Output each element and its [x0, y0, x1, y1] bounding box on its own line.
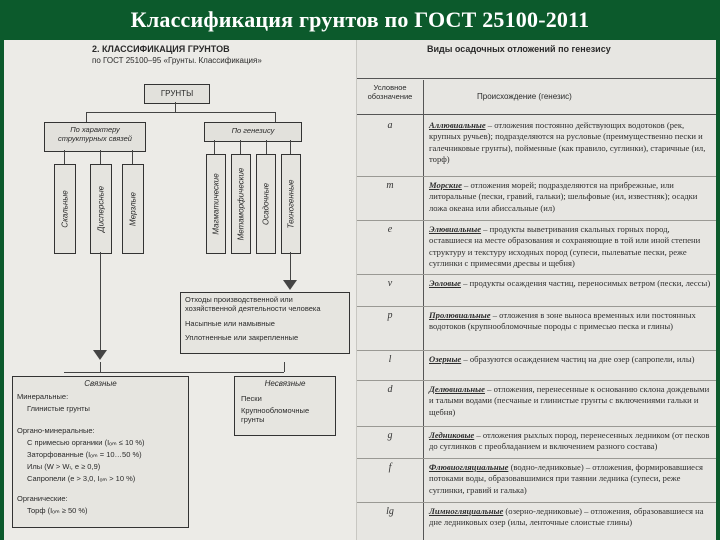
row-name: Флювиогляциальные [429, 462, 509, 472]
cohesive-line: С примесью органики (Iₒₘ ≤ 10 %) [27, 438, 145, 447]
cohesive-line: Минеральные: [17, 392, 69, 401]
slide-title: Классификация грунтов по ГОСТ 25100-2011 [130, 7, 590, 32]
row-code: lg [386, 506, 394, 517]
row-desc [429, 430, 711, 453]
cohesive-line: Сапропели (e > 3,0, Iₒₘ > 10 %) [27, 474, 136, 483]
row-text: – продукты выветривания скальных горных пород, оставшиеся на месте образования и сохраняющие в той или иной степени структуру и текстуру исходных пород (супеси, пылеватые пески, реже суглинки с примесями дресвы и щебня) [429, 224, 701, 269]
connector [64, 372, 284, 373]
arrow-down-icon [93, 350, 107, 360]
class-rock-label: Скальные [60, 190, 70, 228]
connector [64, 150, 65, 164]
row-desc [429, 462, 711, 496]
cohesive-title: Связные [84, 379, 117, 388]
row-divider [357, 176, 716, 177]
row-text: – образуются осаждением частиц на дне озер (сапропели, илы) [461, 354, 695, 364]
row-text: – отложения постоянно действующих водотоков (рек, крупных ручьев); подразделяются на русловые (преимущественно пески и галечниковые грунты), пойменные (как правило, суглинки), старичные (ил, торф) [429, 120, 706, 165]
class-dispersed-label: Дисперсные [96, 185, 106, 233]
row-text: (озерно-ледниковые) – отложения, образовавшиеся на дне ледниковых озер (илы, ленточные слоистые глины) [429, 506, 704, 528]
cohesive-box [12, 376, 189, 528]
row-desc [429, 180, 711, 214]
table-header-rule [357, 78, 716, 79]
row-divider [357, 380, 716, 381]
connector [100, 150, 101, 164]
table-heading: Виды осадочных отложений по генезису [427, 44, 611, 54]
connector [86, 112, 87, 122]
class-frozen-label: Мерзлые [128, 192, 138, 226]
cohesive-line: Илы (W > Wₗ, e ≥ 0,9) [27, 462, 101, 471]
class-technogenic-label: Техногенные [286, 179, 296, 229]
row-name: Ледниковые [429, 430, 475, 440]
branch-genesis-box [204, 122, 302, 142]
row-name: Элювиальные [429, 224, 482, 234]
row-code: m [386, 180, 394, 191]
class-frozen [122, 164, 144, 254]
class-metamorphic [231, 154, 251, 254]
table-header-rule [357, 114, 716, 115]
row-code: g [387, 430, 393, 441]
row-divider [357, 220, 716, 221]
techno-item-1: Отходы производственной или хозяйственной деятельности человека [185, 295, 321, 313]
noncohesive-line: Пески [241, 394, 262, 403]
diagram-heading: 2. КЛАССИФИКАЦИЯ ГРУНТОВ [92, 44, 230, 54]
class-sedimentary-label: Осадочные [261, 182, 271, 226]
noncohesive-title: Несвязные [264, 379, 306, 388]
branch-structure-label: По характеру структурных связей [58, 125, 132, 143]
row-desc [429, 354, 711, 365]
column-divider [423, 80, 424, 540]
row-text: – отложения рыхлых пород, перенесенных ледником (от песков до суглинков с преобладанием и включением разного состава) [429, 430, 710, 452]
row-desc [429, 278, 711, 289]
row-text: – продукты осаждения частиц, переносимых ветром (пески, лессы) [461, 278, 711, 288]
row-code: d [387, 384, 393, 395]
row-text: – отложения, перенесенные к основанию склона дождевыми и талыми водами (песчаные и глинистые грунты с включениями гальки и щебня) [429, 384, 710, 417]
branch-genesis-label: По генезису [231, 126, 275, 135]
row-desc [429, 224, 711, 269]
row-desc [429, 384, 711, 418]
arrow-down-icon [283, 280, 297, 290]
class-technogenic [281, 154, 301, 254]
scanned-page [4, 40, 716, 540]
row-desc [429, 120, 711, 165]
root-label: ГРУНТЫ [160, 89, 194, 98]
row-code: p [387, 310, 393, 321]
row-text: – отложения морей; подразделяются на прибрежные, или литоральные (пески, гравий, гальки); шельфовые (ил, известняк); осадки ложа океана или абиссальные (ил) [429, 180, 698, 213]
row-code: a [387, 120, 393, 131]
branch-structure-box [44, 122, 146, 152]
row-divider [357, 350, 716, 351]
diagram-subheading: по ГОСТ 25100–95 «Грунты. Классификация» [92, 56, 262, 65]
row-name: Делювиальные [429, 384, 485, 394]
sediment-table [356, 40, 716, 540]
connector [100, 362, 101, 372]
connector [290, 252, 291, 282]
row-text: (водно-ледниковые) – отложения, формировавшиеся потоками воды, образовавшимися при таянии ледника (супеси, реже суглинки, гравий и галька) [429, 462, 703, 495]
cohesive-line: Органо-минеральные: [17, 426, 95, 435]
cohesive-line: Заторфованные (Iₒₘ = 10…50 %) [27, 450, 142, 459]
connector [175, 102, 176, 112]
classification-diagram [4, 40, 356, 540]
connector [132, 150, 133, 164]
row-code: l [388, 354, 392, 365]
row-name: Пролювиальные [429, 310, 491, 320]
row-divider [357, 502, 716, 503]
row-desc [429, 506, 711, 529]
class-magmatic [206, 154, 226, 254]
techno-item-3: Уплотненные или закрепленные [185, 333, 299, 342]
connector [86, 112, 276, 113]
root-box [144, 84, 210, 104]
noncohesive-line: Крупнообломочные грунты [241, 406, 310, 424]
row-desc [429, 310, 711, 333]
row-code: f [388, 462, 392, 473]
row-name: Аллювиальные [429, 120, 486, 130]
row-name: Эоловые [429, 278, 461, 288]
row-divider [357, 426, 716, 427]
connector [290, 140, 291, 154]
row-divider [357, 458, 716, 459]
col-header-origin: Происхождение (генезис) [477, 92, 572, 101]
row-name: Морские [429, 180, 462, 190]
row-text: – отложения в зоне выноса временных или постоянных водотоков (крупнообломочные породы с примесью песка и глины) [429, 310, 696, 332]
connector [214, 140, 215, 154]
row-code: v [387, 278, 393, 289]
row-name: Лимногляциальные [429, 506, 504, 516]
connector [275, 112, 276, 122]
connector [266, 140, 267, 154]
class-sedimentary [256, 154, 276, 254]
slide-title-bar [0, 0, 720, 40]
class-rock [54, 164, 76, 254]
row-name: Озерные [429, 354, 462, 364]
connector [240, 140, 241, 154]
techno-item-2: Насыпные или намывные [185, 319, 275, 328]
row-divider [357, 306, 716, 307]
connector [284, 362, 285, 372]
class-dispersed [90, 164, 112, 254]
col-header-code: Условное обозначение [367, 83, 413, 101]
connector [100, 252, 101, 352]
cohesive-line: Глинистые грунты [27, 404, 90, 413]
cohesive-line: Торф (Iₒₘ ≥ 50 %) [27, 506, 88, 515]
cohesive-line: Органические: [17, 494, 68, 503]
class-metamorphic-label: Метаморфические [236, 167, 246, 241]
row-divider [357, 274, 716, 275]
row-code: e [387, 224, 393, 235]
class-magmatic-label: Магматические [211, 173, 221, 235]
noncohesive-box [234, 376, 336, 436]
technogenic-box [180, 292, 350, 354]
